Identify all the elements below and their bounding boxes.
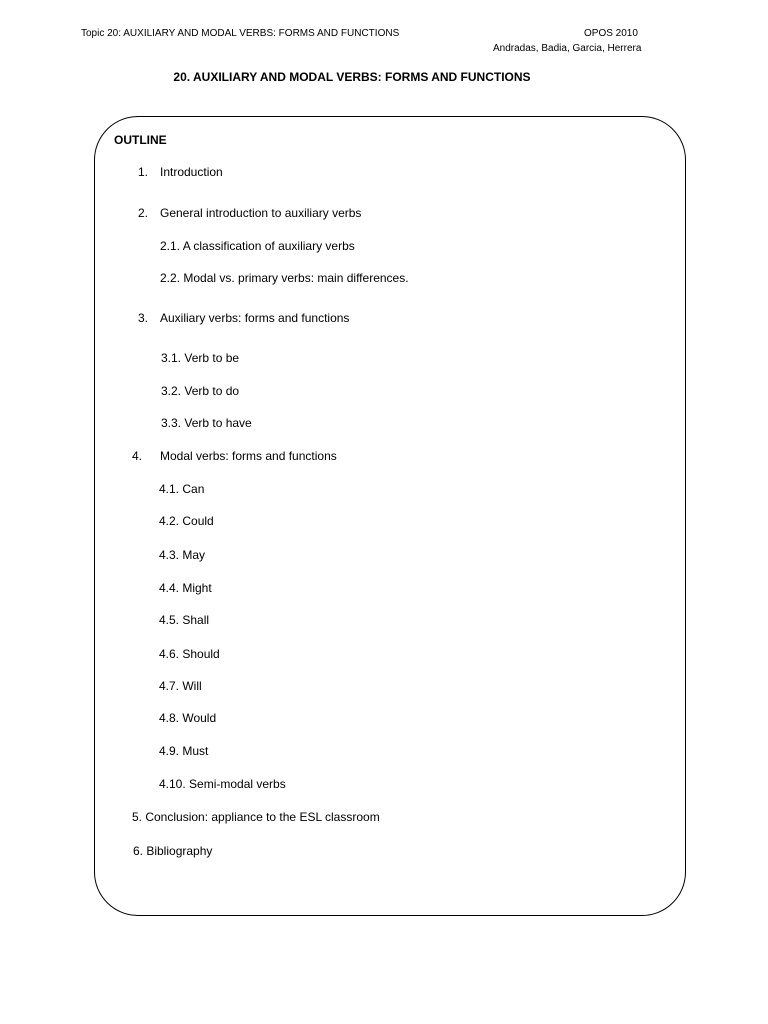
outline-subitem-4-3: 4.3. May (159, 548, 206, 562)
outline-item-text: General introduction to auxiliary verbs (160, 206, 362, 220)
outline-item-4 (132, 448, 337, 464)
outline-subitem-2-2: 2.2. Modal vs. primary verbs: main differences. (160, 271, 409, 285)
outline-subitem-4-4: 4.4. Might (159, 581, 212, 595)
outline-item-6: 6. Bibliography (133, 844, 213, 858)
outline-item-3 (138, 310, 350, 326)
outline-subitem-4-8: 4.8. Would (159, 711, 217, 725)
outline-item-text: Introduction (160, 165, 223, 179)
outline-subitem-3-3: 3.3. Verb to have (161, 416, 252, 430)
header-topic: Topic 20: AUXILIARY AND MODAL VERBS: FORMS AND FUNCTIONS (81, 28, 400, 39)
outline-item-2 (138, 205, 362, 221)
outline-subitem-4-9: 4.9. Must (159, 744, 209, 758)
outline-item-text: Modal verbs: forms and functions (160, 449, 337, 463)
outline-heading: OUTLINE (114, 133, 167, 147)
outline-subitem-4-1: 4.1. Can (159, 482, 205, 496)
outline-subitem-4-7: 4.7. Will (159, 679, 202, 693)
outline-item-number: 2. (138, 206, 149, 220)
outline-item-number: 1. (138, 165, 149, 179)
outline-subitem-4-5: 4.5. Shall (159, 613, 210, 627)
header-authors: Andradas, Badia, Garcia, Herrera (493, 43, 642, 54)
outline-subitem-4-2: 4.2. Could (159, 514, 214, 528)
outline-item-text: Auxiliary verbs: forms and functions (160, 311, 350, 325)
outline-subitem-3-2: 3.2. Verb to do (161, 384, 240, 398)
outline-item-number: 3. (138, 311, 149, 325)
document-title: 20. AUXILIARY AND MODAL VERBS: FORMS AND FUNCTIONS (173, 70, 531, 84)
outline-item-1 (138, 164, 223, 180)
outline-item-5: 5. Conclusion: appliance to the ESL classroom (132, 810, 380, 824)
outline-subitem-2-1: 2.1. A classification of auxiliary verbs (160, 239, 355, 253)
outline-subitem-3-1: 3.1. Verb to be (161, 351, 240, 365)
outline-item-number: 4. (132, 449, 143, 463)
outline-subitem-4-6: 4.6. Should (159, 647, 220, 661)
header-opos: OPOS 2010 (584, 28, 638, 39)
outline-subitem-4-10: 4.10. Semi-modal verbs (159, 777, 286, 791)
